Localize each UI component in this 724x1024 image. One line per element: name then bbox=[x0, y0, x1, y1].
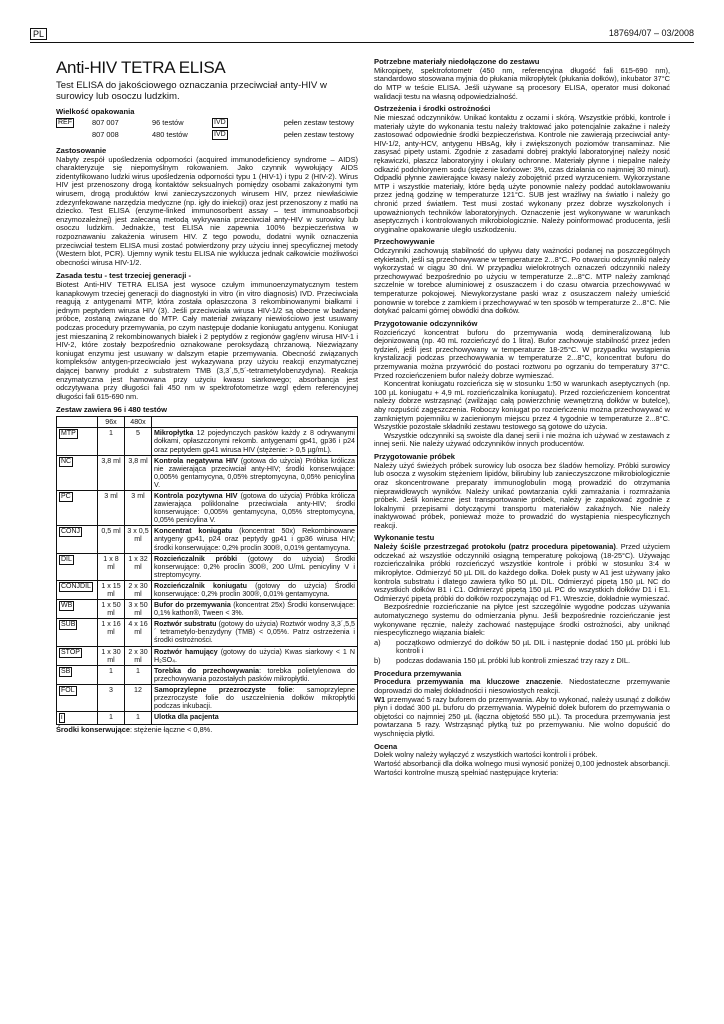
component-name: Samoprzylepne przezroczyste folie bbox=[154, 685, 293, 694]
washing-heading: Procedura przemywania bbox=[374, 668, 462, 678]
pack-tests: 480 testów bbox=[152, 130, 188, 139]
qty-96: 3 ml bbox=[104, 491, 118, 500]
table-header-cell: 96x bbox=[98, 417, 125, 428]
list-item bbox=[374, 639, 670, 656]
pack-desc: pełen zestaw testowy bbox=[283, 130, 354, 139]
warnings-text: Nie mieszać odczynników. Unikać kontaktu z oczami i skórą. Wszystkie próbki, kontrole i materiały użyte do wykonania testu należy traktować jako potencjalnie zakaźne i należy zastosować odpowiednie środki bezpieczeństwa. Kontrole nie zawierają przeciwciał anty-HIV-1/2, anty-HCV, antygenu HBsAg, kiły i zwiększonych poziomów transaminaz. Nie zasysać pipety ustami. Zgodnie z zasadami dobrej praktyki laboratoryjnej należy nosić rękawiczki, płaszcz laboratoryjny i okulary ochronne. Materiały płynne i niepalne należy odkazić podchlorynem sodu (stężenie końcowe: 3%, czas działania co najmniej 30 minut). Odpadki płynne zawierające kwasy należy zobojętnić przed wyrzuceniem. Wykorzystane MTP i wszystkie materiały, które będą użyte ponownie należy poddać autoklawowaniu przez jedną godzinę w temperaturze 121°C. SUB jest wrażliwy na światło i należy go chronić przed światłem. Test musi zostać wykonany przez dobrze wyszkolonych i upoważnionych techników laboratoryjnych. Oznaczenie jest wykonywane w warunkach aseptycznych i kontrolowanych mikrobiologicznie. Należy poinformować producenta, jeśli oryginalne opakowanie uległo uszkodzeniu. bbox=[374, 112, 670, 234]
kit-contents-table bbox=[56, 416, 358, 725]
table-cell bbox=[98, 455, 125, 490]
pack-ref: 807 008 bbox=[92, 130, 119, 139]
table-cell bbox=[57, 646, 98, 665]
warnings-heading: Ostrzeżenia i środki ostrożności bbox=[374, 104, 491, 114]
pack-heading: Wielkość opakowania bbox=[56, 107, 135, 116]
table-row bbox=[57, 526, 358, 553]
qty-96: 1 x 30 ml bbox=[101, 647, 121, 664]
reagent-prep-heading: Przygotowanie odczynników bbox=[374, 318, 478, 328]
principle-text: Biotest Anti-HIV TETRA ELISA jest wysoce czułym immunoenzymatycznym testem kanapkowym trzeciej generacji do diagnostyki in vitro (in vitro diagnosis) IVD. Przeciwciała reagują z antygenami MTP, która została opłaszczona 3 rekombinowanymi białkami i jednym peptydem wirusa HIV (3). Jeśli przeciwciała wirusa HIV-1/2 są obecne w badanej próbce, zostaną związane do MTP. Cały materiał związany niewiościowo jest usuwany podczas procedury przemywania, po czym następuje dodanie koniugatu antygenu. Koniugat jest mieszaniną 2 rekombinowanych białek i 2 peptydów z regionów gag/env wirusa HIV-1 i HIV-2, które zostały bezpośrednio oznakowane peroksydazą chrzanową. Niezwiązany koniugat enzymu jest usuwany w dalszym etapie przemywania. Obecność związanych kompleksów antygen-przeciwciało jest wykazywana przy użyciu reakcji enzymatycznej dającej barwny produkt z substratem TMB (3,3´,5,5´-tetrametylobenzydyna). Reakcja enzymatyczna jest hamowana przy użyciu kwasu siarkowego; absorbancja jest odczytywana przy długości fali 450 nm w spektrofotometrze wzgl ędem referencyjnej długości fali 615-690 nm. bbox=[56, 280, 358, 401]
table-cell bbox=[57, 619, 98, 646]
component-symbol: CONJDIL bbox=[61, 582, 91, 590]
qty-96: 3 bbox=[109, 685, 113, 694]
sample-prep-text: Należy użyć świeżych próbek surowicy lub osocza bez śladów hemolizy. Próbki surowicy lub osocza z wysokim stężeniem lipidów, bilirubiny lub zanieczyszczone mikrobiologicznie oraz skoncentrowane preparaty immunoglobulin mogą prowadzić do otrzymania nieprawidłowych wyników. Należy unikać powtarzania cykli zamrażania i rozmrażania próbek. Jeśli konieczne jest transportowanie próbek, należy je zapakować zgodnie z lokalnymi przepisami dotyczącymi transportu materiałów zakaźnych. Nie należy inaktywować próbek, ponieważ może to prowadzić do wystąpienia niespecyficznych reakcji. bbox=[374, 460, 670, 530]
qty-96: 1 bbox=[109, 713, 113, 722]
qty-96: 1 x 50 ml bbox=[101, 601, 121, 618]
table-cell bbox=[125, 526, 152, 553]
qty-480: 1 bbox=[136, 666, 140, 675]
component-symbol: SUB bbox=[61, 621, 76, 629]
evaluation-text: Wartość absorbancji dla dołka wolnego musi wynosić poniżej 0,100 jednostek absorbancji. Wartości kontrolne muszą spełniać następujące kryteria: bbox=[374, 758, 670, 777]
table-cell bbox=[57, 684, 98, 711]
component-desc: (gotowy do użycia) Roztwór wodny 3,3´,5,5´ tetrametylo-benzydyny (TMB) < 0,05%. Patrz ostrzeżenia i środki ostrożności. bbox=[154, 620, 355, 645]
procedure-text: Bezpośrednie rozcieńczanie na płytce jest szczególnie wygodne podczas używania automatycznego systemu do odmierzania płynu. Jeśli bezpośrednie rozcieńczanie jest wykonywane ręcznie, należy zachować następujące środki ostrożności, aby uniknąć niespecyficznego wiązania białek: bbox=[374, 602, 670, 638]
procedure-heading: Wykonanie testu bbox=[374, 533, 435, 543]
pack-row bbox=[56, 118, 358, 129]
qty-96: 1 x 16 ml bbox=[101, 620, 121, 637]
component-desc: (koncentrat 50x) Rekombinowane antygeny gp41, p24 oraz peptydy gp41 i gp36 wirusa HIV; środki konserwujące: 0,2% proclin 300®, 0,01% gentamycyna. bbox=[154, 527, 355, 552]
component-symbol: STOP bbox=[61, 648, 80, 656]
component-name: Roztwór substratu bbox=[154, 620, 217, 629]
list-label: b) bbox=[374, 656, 381, 665]
table-row bbox=[57, 600, 358, 619]
qty-480: 4 x 16 ml bbox=[128, 620, 148, 637]
table-cell bbox=[57, 428, 98, 455]
component-name: Rozcieńczalnik próbki bbox=[154, 554, 238, 563]
qty-96: 1 x 15 ml bbox=[101, 581, 121, 598]
component-symbol: CONJ bbox=[61, 528, 81, 536]
qty-96: 1 bbox=[109, 666, 113, 675]
materials-text: Mikropipety, spektrofotometr (450 nm, referencyjna długość fali 615-690 nm), standardowo stosowana myjnia do płukania mikropłytek (płukania dołków), inkubator 37°C do MTP w teście ELISA. Jeśli używane są procesory ELISA, operator musi dokonać walidacji testu na własną odpowiedzialność. bbox=[374, 65, 670, 101]
pack-row bbox=[56, 130, 358, 141]
procedure-text: . Przed użyciem odczekać aż wszystkie odczynniki osiągną temperaturę pokojową (18-25°C). Używając rozcieńczalnika próbki rozcieńczyć wszystkie kontrole i próbki w stosunku 3:4 w mikropłytce. Odmierzyć 50 µL DIL do każdego dołka. Dołek pusty w A1 jest używany jako kontrola substratu i dlatego zawiera tylko 50 µL DIL. Odmierzyć pipetą 150 µL NC do wszystkich dołków B1 i C1. Odmierzyć pipetą 150 µL PC do wszystkich dołków D1 i E1. Odmierzyć pipetą próbki do dołków rozpoczynając od F1. Wreszcie, dokładnie wymieszać. bbox=[374, 542, 670, 603]
header-divider bbox=[30, 42, 694, 43]
table-cell bbox=[125, 712, 152, 725]
table-cell bbox=[125, 428, 152, 455]
table-cell bbox=[125, 580, 152, 599]
table-header-cell bbox=[152, 417, 358, 428]
intended-use-heading: Zastosowanie bbox=[56, 145, 107, 155]
qty-480: 5 bbox=[136, 429, 140, 438]
preservatives-text: : stężenie łączne < 0,8%. bbox=[129, 725, 213, 735]
component-symbol: MTP bbox=[61, 430, 76, 438]
sample-prep-heading: Przygotowanie próbek bbox=[374, 451, 456, 461]
left-column bbox=[56, 58, 358, 735]
document-subtitle: Test ELISA do jakościowego oznaczania przeciwciał anty-HIV w surowicy lub osoczu ludzkim. bbox=[56, 80, 327, 102]
table-cell bbox=[125, 455, 152, 490]
component-name: Kontrola negatywna HIV bbox=[154, 456, 238, 465]
component-desc: (gotowa do użycia) Próbka królicza zawierająca poliklonalne przeciwciała anty-HIV; środki konserwujące: 0,005% gentamycyna, 0,05% streptomycyna, 0,05% penicylina V. bbox=[154, 491, 355, 525]
washing-text: . Niedostateczne przemywanie doprowadzi do małej dokładności i niesowiostych reakcji. bbox=[374, 677, 670, 695]
evaluation-heading: Ocena bbox=[374, 741, 398, 751]
table-row bbox=[57, 553, 358, 580]
table-cell bbox=[152, 526, 358, 553]
component-name: Koncentrat koniugatu bbox=[154, 527, 233, 536]
table-cell bbox=[98, 490, 125, 525]
evaluation-text: Dołek wolny należy wyłączyć z wszystkich wartości kontroli i próbek. bbox=[374, 750, 598, 760]
table-cell bbox=[125, 490, 152, 525]
table-cell bbox=[125, 665, 152, 684]
component-name: Roztwór hamujący bbox=[154, 647, 218, 656]
table-cell bbox=[98, 665, 125, 684]
table-cell bbox=[98, 580, 125, 599]
component-symbol: DIL bbox=[61, 555, 72, 563]
component-symbol: FOL bbox=[61, 686, 75, 694]
table-row bbox=[57, 619, 358, 646]
table-row bbox=[57, 646, 358, 665]
table-cell bbox=[152, 619, 358, 646]
component-desc: : samoprzylepne przezroczyste folie do uszczelnienia dołków mikropłytki podczas inkubacji. bbox=[154, 685, 355, 711]
table-cell bbox=[98, 712, 125, 725]
table-cell bbox=[152, 553, 358, 580]
list-item bbox=[374, 657, 670, 666]
table-cell bbox=[98, 646, 125, 665]
qty-480: 1 bbox=[136, 713, 140, 722]
kit-contents-heading: Zestaw zawiera 96 i 480 testów bbox=[56, 405, 168, 415]
pack-desc: pełen zestaw testowy bbox=[283, 118, 354, 127]
document-code: 187694/07 – 03/2008 bbox=[608, 28, 694, 38]
table-cell bbox=[57, 553, 98, 580]
table-cell bbox=[152, 684, 358, 711]
table-row bbox=[57, 580, 358, 599]
table-cell bbox=[152, 580, 358, 599]
table-cell bbox=[98, 684, 125, 711]
table-cell bbox=[152, 600, 358, 619]
qty-96: 1 x 8 ml bbox=[103, 554, 119, 571]
table-cell bbox=[125, 646, 152, 665]
component-symbol: NC bbox=[61, 457, 72, 465]
document-title: Anti-HIV TETRA ELISA bbox=[56, 58, 226, 77]
component-desc: (gotowy do użycia) Kwas siarkowy < 1 N H₂SO₄. bbox=[154, 647, 355, 664]
principle-heading: Zasada testu - test trzeciej generacji - bbox=[56, 271, 192, 281]
table-row bbox=[57, 455, 358, 490]
ivd-symbol: IVD bbox=[214, 119, 226, 127]
component-symbol: i bbox=[61, 714, 63, 722]
pack-tests: 96 testów bbox=[152, 118, 184, 127]
washing-emphasis: Procedura przemywania ma kluczowe znaczenie bbox=[374, 677, 561, 687]
table-cell bbox=[152, 490, 358, 525]
preservatives-label: Środki konserwujące bbox=[56, 725, 130, 735]
table-cell bbox=[57, 600, 98, 619]
qty-96: 1 bbox=[109, 429, 113, 438]
component-desc: (koncentrat 25x) Środki konserwujące: 0,1% kathon®, Tween < 3%. bbox=[154, 601, 355, 618]
right-column bbox=[374, 58, 670, 777]
qty-480: 3 x 50 ml bbox=[128, 601, 148, 618]
qty-96: 0,5 ml bbox=[101, 527, 121, 536]
component-desc: : torebka polietylenowa do przechowywania pozostałych pasków mikropłytki. bbox=[154, 666, 355, 683]
pack-ref: 807 007 bbox=[92, 118, 119, 127]
storage-text: Odczynniki zachowują stabilność do upływu daty ważności podanej na poszczególnych etykietach, jeśli są przechowywane w temperaturze 2...8°C. Po otwarciu odczynniki należy wykorzystać w ciągu 30 dni. W przypadku wielokrotnych oznaczeń odczynniki należy przechowywać bezpośrednio po użyciu w temperaturze 2...8°C. MTP należy zamknąć szczelnie w torebce aluminiowej z osuszaczem i do czasu otwarcia przechowywać w temperaturze pokojowej. Niewykorzystane paski wraz z osuszaczem należy umieścić ponownie w torebce z zamkiem i przechowywać w ten sposób w temperaturze 2...8°C. Nie dotykać palcami górnej obwódki dna dołków. bbox=[374, 246, 670, 316]
component-name: Torebka do przechowywania bbox=[154, 666, 260, 675]
table-header-cell bbox=[57, 417, 98, 428]
table-cell bbox=[57, 526, 98, 553]
table-row bbox=[57, 428, 358, 455]
table-cell bbox=[98, 600, 125, 619]
ref-symbol: REF bbox=[58, 119, 72, 127]
intended-use-text: Nabyty zespół upośledzenia odporności (acquired immunodeficiency syndrome – AIDS) charakteryzuje się niepomyślnym rokowaniem. Jako czynnik wywołujący AIDS zidentyfikowano ludzki wirus upośledzenia odporności typu 1 (HIV-1) i typu 2 (HIV-2). Wirus HIV jest przenoszony drogą kontaktów seksualnych pomiędzy osobami zakażonymi tym wirusem, drogą produktów krwi zanieczyszczonych wirusem HIV, przez niewłaściwie zdezynfekowane narzędzia medyczne (np. igły do iniekcji) oraz jest przenoszony z matki na dziecko. Test ELISA (enzyme-linked immunosorbent assay – test immunoabsorbcji enzymozależnej) jest zalecaną metodą wykrywania przeciwciał anty-HIV w surowicy lub osoczu ludzkim. Jednakże, test ELISA nie zapewnia 100% bezpieczeństwa w rozpoznawaniu zakażenia wirusem HIV. Z tego powodu, dodatni wynik oznaczenia przeciwciał testem ELISA musi zostać potwierdzony przy użyciu innej specyficznej metody (Western blot, PCR). Ujemny wynik testu ELISA nie wyklucza jednak całkowicie możliwości obecności wirusa HIV-1/2. bbox=[56, 154, 358, 267]
component-name: Kontrola pozytywna HIV bbox=[154, 491, 238, 500]
table-cell bbox=[152, 712, 358, 725]
table-cell bbox=[125, 619, 152, 646]
table-cell bbox=[125, 553, 152, 580]
table-cell bbox=[98, 553, 125, 580]
table-cell bbox=[98, 428, 125, 455]
qty-480: 1 x 32 ml bbox=[128, 554, 148, 571]
table-cell bbox=[152, 455, 358, 490]
component-symbol: PC bbox=[61, 492, 71, 500]
qty-96: 3,8 ml bbox=[101, 456, 121, 465]
table-header-row bbox=[57, 417, 358, 428]
qty-480: 3 x 0,5 ml bbox=[127, 527, 149, 544]
table-row bbox=[57, 490, 358, 525]
reagent-prep-text: Koncentrat koniugatu rozcieńcza się w stosunku 1:50 w warunkach aseptycznych (np. 100 µL koniugatu + 4,9 mL rozcieńczalnika koniugatu). Przed rozcieńczeniem koncentrat należy dobrze wstrząsnąć (zwilżając całą powierzchnię wewnętrzną dołków w butelce), aby rozpuścić zagęszczenia. Roboczy koniugat po rozcieńczeniu można przechowywać w zamkniętym pojemniku w zacienionym miejscu przez 4 tygodnie w temperaturze 2...8°C. Wszystkie pozostałe składniki zestawu testowego są gotowe do użycia. bbox=[374, 379, 670, 432]
component-desc: (gotowa do użycia) Próbka królicza nie zawierająca przeciwciał anty-HIV; środki konserwujące: 0,005% gentamycyna, 0,05% streptomycyna, 0,05% penicylina V. bbox=[154, 456, 355, 489]
table-cell bbox=[125, 684, 152, 711]
component-desc: 12 pojedynczych pasków każdy z 8 odrywanymi dołkami, opłaszczonymi rekomb. antygenami gp41, gp36 i p24 oraz peptydem gp41 wirusa HIV (stężenie: > 0,5 µg/mL). bbox=[154, 429, 355, 454]
component-symbol: SB bbox=[61, 667, 71, 675]
table-cell bbox=[98, 526, 125, 553]
table-cell bbox=[57, 490, 98, 525]
component-name: Rozcieńczalnik koniugatu bbox=[154, 581, 247, 590]
component-name: Mikropłytka bbox=[154, 429, 194, 438]
qty-480: 12 bbox=[134, 685, 142, 694]
table-cell bbox=[125, 600, 152, 619]
ivd-symbol: IVD bbox=[214, 131, 226, 139]
language-code: PL bbox=[30, 28, 47, 40]
table-cell bbox=[57, 455, 98, 490]
reagent-prep-text: Rozcieńczyć koncentrat buforu do przemywania wodą demineralizowaną lub dejonizowaną (np. 40 mL rozcieńczyć do 1 litra). Bufor zachowuje stabilność przez jeden tydzień, jeśli jest przechowywany w temperaturze 18-25°C. W przypadku wystąpienia krystalizacji podczas przechowywania w temperaturze 2...8°C, koncentrat buforu do przemywania można przywrócić do postaci roztworu po ogrzaniu do temperatury 37°C. Przed rozcieńczeniem bufor należy dobrze wymieszać. bbox=[374, 327, 670, 380]
component-desc: (gotowy do użycia) Środki konserwujące: 0,2% proclin 300®, 200 U/mL penicyliny V i streptomycyny. bbox=[154, 554, 355, 579]
qty-480: 3,8 ml bbox=[128, 456, 148, 465]
table-cell bbox=[152, 646, 358, 665]
component-desc: (gotowy do użycia) Środki konserwujące: 0,2% proclin 300®, 0,01% gentamycyna. bbox=[154, 581, 355, 598]
storage-heading: Przechowywanie bbox=[374, 237, 435, 247]
component-symbol: WB bbox=[61, 602, 73, 610]
table-cell bbox=[57, 712, 98, 725]
component-name: Bufor do przemywania bbox=[154, 601, 231, 610]
procedure-emphasis: Należy ściśle przestrzegać protokołu (patrz procedura pipetowania) bbox=[374, 542, 616, 552]
component-name: Ulotka dla pacjenta bbox=[154, 713, 219, 722]
list-text: początkowo odmierzyć do dołków 50 µL DIL i następnie dodać 150 µL próbki lub kontroli i bbox=[396, 637, 670, 656]
table-row bbox=[57, 665, 358, 684]
table-cell bbox=[152, 665, 358, 684]
qty-480: 2 x 30 ml bbox=[128, 581, 148, 598]
reagent-prep-text: Wszystkie odczynniki są swoiste dla danej serii i nie można ich używać w zestawach z innej serii. Nie należy używać odczynników innych producentów. bbox=[374, 430, 670, 449]
table-row bbox=[57, 684, 358, 711]
list-text: podczas dodawania 150 µL próbki lub kontroli zmieszać trzy razy z DIL. bbox=[396, 656, 631, 665]
table-cell bbox=[98, 619, 125, 646]
washing-text: przemywać 5 razy buforem do przemywania. Aby to wykonać, należy usunąć z dołków płyn i dodać 300 µL buforu do przemywania. Wypełnić dołek buforem do przemywania o objętości co najmniej 250 µL (łączna objętość 550 µL). Ta procedura przemywania jest powtarzana 5 razy. Wstrząsnąć płytką tuż po przemywaniu. Nie wolno dopuścić do wyschnięcia płytki. bbox=[374, 694, 670, 738]
table-cell bbox=[152, 428, 358, 455]
qty-480: 2 x 30 ml bbox=[128, 647, 148, 664]
list-label: a) bbox=[374, 637, 381, 647]
qty-480: 3 ml bbox=[131, 491, 145, 500]
materials-heading: Potrzebne materiały niedołączone do zestawu bbox=[374, 57, 540, 66]
table-cell bbox=[57, 580, 98, 599]
table-row bbox=[57, 712, 358, 725]
washing-step-label: W1 bbox=[374, 694, 386, 704]
table-header-cell: 480x bbox=[125, 417, 152, 428]
table-cell bbox=[57, 665, 98, 684]
